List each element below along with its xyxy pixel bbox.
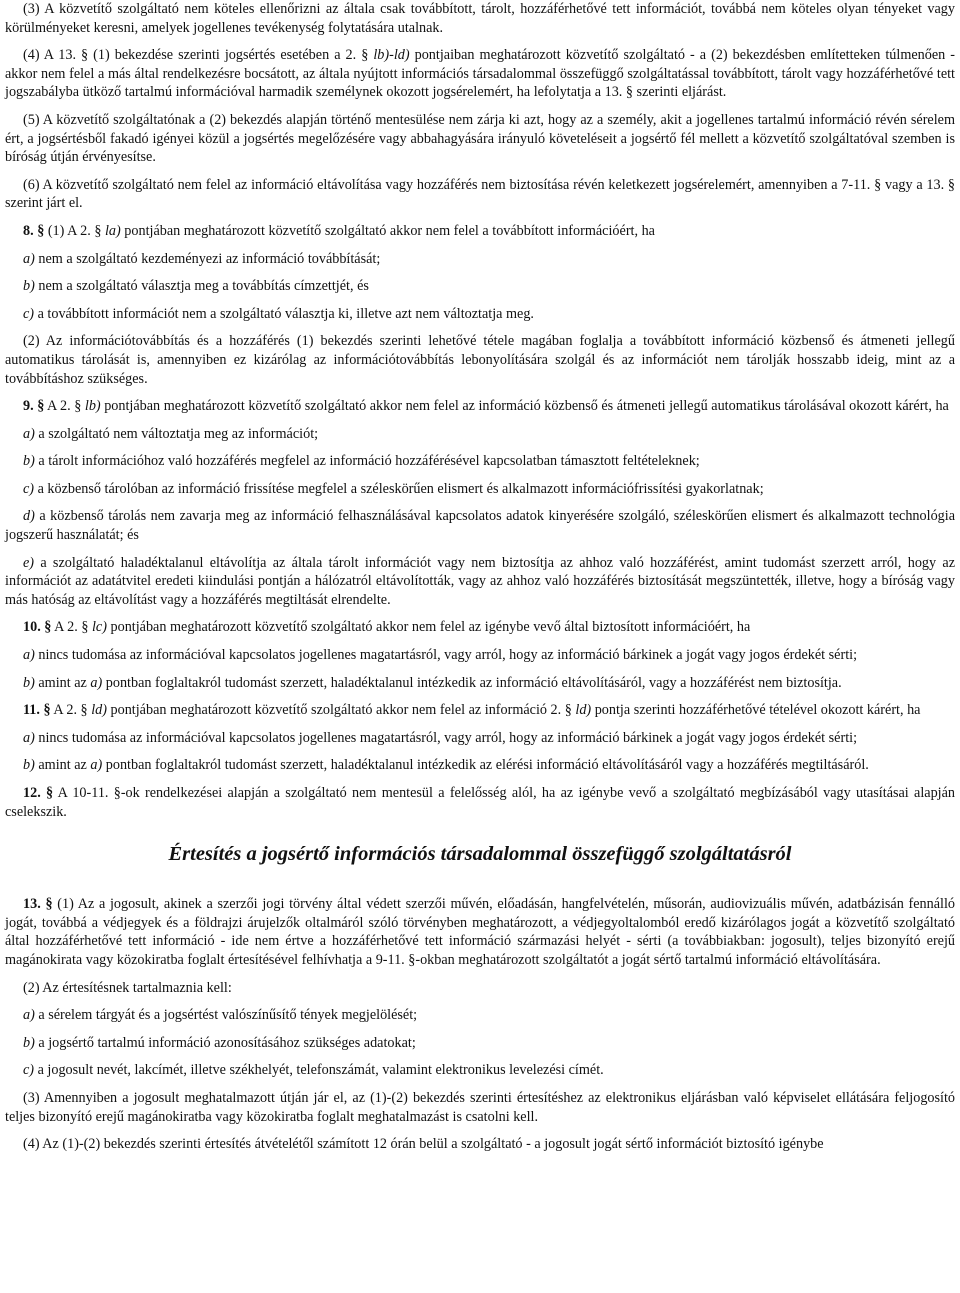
paragraph <box>5 729 955 748</box>
point-reference: a) <box>23 250 35 267</box>
paragraph <box>5 176 955 213</box>
paragraph-text: pontjában meghatározott közvetítő szolgáltató akkor nem felel az információ közbenső és átmeneti jellegű automatikus tárolásával okozott kárért, ha <box>100 398 949 415</box>
paragraph <box>5 1089 955 1126</box>
point-reference: ld) <box>575 702 592 719</box>
paragraph-text: pontjában meghatározott közvetítő szolgáltató akkor nem felel a továbbított információért, ha <box>120 222 655 239</box>
provisions-7-12 <box>5 0 955 821</box>
paragraph <box>5 277 955 296</box>
section-number: 8. § <box>23 222 45 239</box>
point-reference: a) <box>23 425 35 442</box>
paragraph-text: (6) A közvetítő szolgáltató nem felel az információ eltávolítása vagy hozzáférés nem biztosítása révén keletkezett jogsérelemért, amennyiben a 7-11. § vagy a 13. § szerint járt el. <box>5 176 955 212</box>
point-reference: a) <box>23 729 35 746</box>
point-reference: c) <box>23 1062 35 1079</box>
paragraph-text: (4) Az (1)-(2) bekezdés szerinti értesítés átvételétől számított 12 órán belül a szolgáltató - a jogosult jogát sértő információt biztosító igénybe <box>23 1136 824 1153</box>
paragraph <box>5 646 955 665</box>
point-reference: a) <box>23 1007 35 1024</box>
provisions-13 <box>5 895 955 1154</box>
paragraph <box>5 452 955 471</box>
point-reference: a) <box>90 674 103 691</box>
section-number: 10. § <box>23 619 52 636</box>
paragraph <box>5 701 955 720</box>
paragraph-text: pontja szerinti hozzáférhetővé tételével okozott kárért, ha <box>591 702 921 719</box>
paragraph-text: (4) A 13. § (1) bekezdése szerinti jogsértés esetében a 2. § <box>23 47 374 64</box>
paragraph-text: a jogsértő tartalmú információ azonosításához szükséges adatokat; <box>34 1034 416 1051</box>
paragraph-text: pontjaiban meghatározott közvetítő szolgáltató - a (2) bekezdésben említetteken túlmenően - akkor nem felel a más által rendelkezésre bocsátott, az általa nyújtott információs társadalommal összefüggő szolgáltatással továbbított, tárolt vagy hozzáférhetővé tett jogszabályba ütköző tartalmú információval harmadik személynek okozott jogsérelemért, ha lefolytatja a 13. § szerinti eljárást. <box>5 47 955 101</box>
paragraph-text: nem a szolgáltató választja meg a továbbítás címzettjét, és <box>34 278 369 295</box>
paragraph-text: a továbbított információt nem a szolgáltató választja ki, illetve azt nem változtatja meg. <box>34 305 534 322</box>
point-reference: b) <box>23 453 35 470</box>
paragraph <box>5 674 955 693</box>
paragraph-text: (1) Az a jogosult, akinek a szerzői jogi törvény által védett szerzői művén, előadásán, hangfelvételén, műsorán, audiovizuális művén, adatbázisán fennálló jogát, továbbá a védjegyek és a földrajzi árujelzők oltalmáról szóló törvényben meghatározott, a védjegyoltalomból eredő kizárólagos jogát a közvetítő szolgáltató által hozzáférhetővé tett információ - ide nem értve a hozzáférhetővé tett információ származási helyét - sérti (a továbbiakban: jogosult), teljes bizonyító erejű magánokirata vagy közokiratba foglalt értesítésével felhívhatja a 9-11. §-okban meghatározott szolgáltatót a jogát sértő tartalmú információ eltávolítására. <box>5 896 956 968</box>
paragraph <box>5 756 955 775</box>
section-number: 13. § <box>23 896 53 913</box>
paragraph-text: a jogosult nevét, lakcímét, illetve székhelyét, telefonszámát, valamint elektronikus levelezési címét. <box>34 1062 604 1079</box>
paragraph <box>5 425 955 444</box>
point-reference: b) <box>23 278 35 295</box>
paragraph-text: a szolgáltató haladéktalanul eltávolítja az általa tárolt információt vagy nem biztosítja az ahhoz való hozzáférést, amint tudomást szerzett arról, hogy az információt az adatátvitel eredeti kiindulási pontján a hálózatról eltávolították, vagy az ahhoz való hozzáférés biztosítását megszüntették, illetve, hogy a bíróság vagy más hatóság az eltávolítást vagy a hozzáférés megtiltását elrendelte. <box>5 554 955 608</box>
paragraph-text: (2) Az értesítésnek tartalmaznia kell: <box>23 979 232 996</box>
paragraph-text: pontjában meghatározott közvetítő szolgáltató akkor nem felel az igénybe vevő által biztosított információért, ha <box>106 619 751 636</box>
paragraph-text: A 10-11. §-ok rendelkezései alapján a szolgáltató nem mentesül a felelősség alól, ha az igénybe vevő a szolgáltató megbízásából vagy utasításai alapján cselekszik. <box>5 785 955 820</box>
paragraph-text: pontjában meghatározott közvetítő szolgáltató akkor nem felel az információ 2. § <box>106 702 576 719</box>
paragraph-text: A 2. § <box>51 619 92 636</box>
paragraph <box>5 618 955 637</box>
paragraph <box>5 46 955 102</box>
paragraph <box>5 0 955 37</box>
section-number: 12. § <box>23 785 54 801</box>
paragraph-text: pontban foglaltakról tudomást szerzett, haladéktalanul intézkedik az elérési információ eltávolításáról vagy a hozzáférés megtiltásáról. <box>102 757 869 774</box>
paragraph-text: (3) Amennyiben a jogosult meghatalmazott útján jár el, az (1)-(2) bekezdés szerinti értesítéshez az elektronikus eljárásban való képviselet ellátására feljogosító teljes bizonyító erejű magánokiratba vagy közokiratba foglalt meghatalmazást is csatolni kell. <box>5 1089 955 1125</box>
point-reference: e) <box>23 554 35 571</box>
point-reference: lb)-ld) <box>373 47 410 64</box>
paragraph-text: (2) Az információtovábbítás és a hozzáférés (1) bekezdés szerinti lehetővé tétele magában foglalja a továbbított információ közbenső és átmeneti jellegű automatikus tárolását is, amennyiben ez kizárólag az információtovábbítás lebonyolítására szolgál és az információt nem tárolják hosszabb ideig, mint az a továbbításhoz szükséges. <box>5 333 955 387</box>
paragraph <box>5 979 955 998</box>
paragraph <box>5 1006 955 1025</box>
paragraph <box>5 1061 955 1080</box>
paragraph-text: amint az <box>34 674 91 691</box>
point-reference: a) <box>23 647 35 664</box>
paragraph <box>5 222 955 241</box>
section-number: 9. § <box>23 398 45 415</box>
section-number: 11. § <box>23 702 51 719</box>
paragraph <box>5 895 955 969</box>
paragraph <box>5 111 955 167</box>
paragraph <box>5 480 955 499</box>
paragraph-text: nincs tudomása az információval kapcsolatos jogellenes magatartásról, vagy arról, hogy az információ bárkinek a jogát vagy jogos érdekét sérti; <box>34 647 858 664</box>
paragraph <box>5 554 955 610</box>
paragraph-text: (5) A közvetítő szolgáltatónak a (2) bekezdés alapján történő mentesülése nem zárja ki azt, hogy az a személy, akit a jogellenes tartalmú információ révén sérelem ért, a jogsértésből fakadó igényei közül a jogsértés megelőzésére vagy abbahagyására irányuló követeléseit a jogsértő fél mellett a közvetítő szolgáltatóval szemben is bíróság útján érvényesítse. <box>5 111 955 166</box>
paragraph <box>5 305 955 324</box>
point-reference: la) <box>104 222 121 239</box>
paragraph-text: amint az <box>34 757 91 774</box>
paragraph-text: A 2. § <box>50 702 92 719</box>
paragraph-text: a közbenső tárolóban az információ frissítése megfelel a széleskörűen elismert és alkalmazott információfrissítési gyakorlatnak; <box>34 480 764 497</box>
point-reference: lc) <box>91 619 107 636</box>
point-reference: b) <box>23 1034 35 1051</box>
point-reference: b) <box>23 757 35 774</box>
point-reference: ld) <box>91 702 107 719</box>
paragraph-text: nincs tudomása az információval kapcsolatos jogellenes magatartásról, vagy arról, hogy az információ bárkinek a jogát vagy jogos érdekét sérti; <box>34 729 858 746</box>
paragraph-text: a sérelem tárgyát és a jogsértést valószínűsítő tények megjelölését; <box>34 1007 418 1024</box>
paragraph <box>5 250 955 269</box>
paragraph <box>5 332 955 388</box>
paragraph-text: (3) A közvetítő szolgáltató nem köteles ellenőrizni az általa csak továbbított, tárolt, hozzáférhetővé tett információt, továbbá nem köteles olyan tényeket vagy körülményeket keresni, amelyek jogellenes tevékenység folytatására utalnak. <box>5 1 955 36</box>
paragraph-text: nem a szolgáltató kezdeményezi az információ továbbítását; <box>34 250 381 267</box>
paragraph <box>5 1034 955 1053</box>
paragraph <box>5 1135 955 1154</box>
point-reference: lb) <box>84 398 101 415</box>
paragraph-text: (1) A 2. § <box>44 222 105 239</box>
paragraph <box>5 507 955 544</box>
point-reference: d) <box>23 508 35 525</box>
section-heading: Értesítés a jogsértő információs társadalommal összefüggő szolgáltatásról <box>168 843 792 866</box>
paragraph <box>5 784 955 821</box>
paragraph-text: A 2. § <box>44 398 85 415</box>
point-reference: c) <box>23 480 35 497</box>
point-reference: c) <box>23 305 35 322</box>
paragraph-text: a szolgáltató nem változtatja meg az információt; <box>34 425 319 442</box>
paragraph-text: a közbenső tárolás nem zavarja meg az információ felhasználásával kapcsolatos adatok kinyerésére szolgáló, széleskörűen elismert és alkalmazott technológia jogszerű használatát; és <box>5 508 955 544</box>
point-reference: b) <box>23 674 35 691</box>
paragraph-text: pontban foglaltakról tudomást szerzett, haladéktalanul intézkedik az információ eltávolításáról, vagy a hozzáférést nem biztosítja. <box>102 674 842 691</box>
point-reference: a) <box>90 757 103 774</box>
paragraph <box>5 397 955 416</box>
paragraph-text: a tárolt információhoz való hozzáférés megfelel az információ hozzáférésével kapcsolatban támasztott feltételeknek; <box>34 453 700 470</box>
